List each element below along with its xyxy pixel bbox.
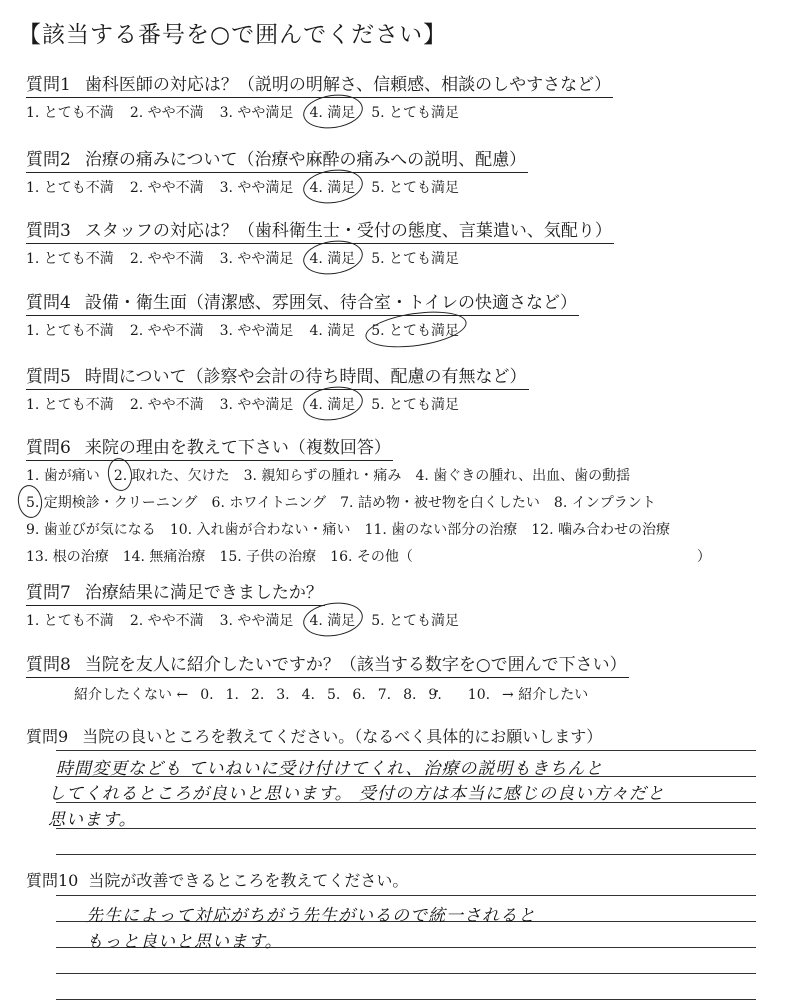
recommend-scale — [74, 684, 786, 704]
question-number: 質問8 — [26, 655, 71, 675]
rating-option[interactable]: 5. とても満足 — [371, 613, 460, 629]
scale-value[interactable]: 7. — [377, 687, 392, 703]
reason-row — [26, 546, 786, 566]
question-3 — [26, 216, 786, 268]
rating-option[interactable]: 5. とても満足 — [371, 251, 460, 267]
scale-value[interactable]: 2. — [250, 687, 265, 703]
rating-option[interactable]: 3. やや満足 — [219, 323, 294, 339]
reason-option[interactable]: 6. ホワイトニング — [211, 495, 327, 511]
reason-option[interactable]: 10. 入れ歯が合わない・痛い — [169, 522, 351, 538]
question-4 — [26, 288, 786, 340]
writing-line — [56, 999, 756, 1000]
rating-option[interactable]: 2. やや不満 — [129, 323, 204, 339]
handwritten-answer-line: もっと良いと思います。 — [86, 932, 283, 952]
rating-option[interactable]: 1. とても不満 — [26, 105, 114, 121]
rating-option[interactable]: 1. とても不満 — [26, 323, 114, 339]
reason-row — [26, 519, 786, 539]
question-title — [26, 145, 528, 173]
question-number: 質問7 — [26, 583, 71, 603]
question-text: 治療の痛みについて（治療や麻酔の痛みへの説明、配慮） — [84, 150, 527, 170]
question-title — [26, 578, 325, 606]
rating-option[interactable]: 3. やや満足 — [219, 613, 294, 629]
writing-line — [56, 828, 756, 829]
rating-option[interactable]: 1. とても不満 — [26, 613, 114, 629]
question-number: 質問1 — [26, 75, 71, 95]
reason-option[interactable]: 11. 歯のない部分の治療 — [364, 522, 518, 538]
handwritten-answer-line: 先生によって対応がちがう先生がいるので統一されると — [86, 906, 536, 926]
question-number: 質問2 — [26, 150, 71, 170]
reason-option[interactable]: ） — [696, 549, 711, 565]
question-number: 質問6 — [26, 438, 71, 458]
question-number: 質問10 — [26, 871, 79, 890]
rating-options — [26, 102, 786, 122]
question-text: 当院の良いところを教えてください。（なるべく具体的にお願いします） — [82, 727, 603, 746]
writing-line — [56, 973, 756, 974]
rating-option[interactable]: 3. やや満足 — [219, 397, 294, 413]
handwritten-answer-line: してくれるところが良いと思います。 受付の方は本当に感じの良い方々だと — [48, 784, 666, 804]
scale-value[interactable]: 10. — [467, 687, 491, 703]
reason-option[interactable]: 13. 根の治療 — [26, 549, 109, 565]
answer-area-q9 — [48, 750, 756, 860]
rating-option[interactable]: 5. とても満足 — [371, 397, 460, 413]
reason-option[interactable]: 16. その他（ — [330, 549, 413, 565]
writing-line — [56, 750, 756, 751]
reason-option[interactable]: 9. 歯並びが気になる — [26, 522, 156, 538]
handwritten-answer-line: 時間変更なども ていねいに受け付けてくれ、治療の説明もきちんと — [56, 759, 604, 779]
question-number: 質問5 — [26, 367, 71, 387]
question-title — [26, 70, 613, 98]
scale-value[interactable]: 4. — [301, 687, 315, 703]
rating-option[interactable]: 2. やや不満 — [129, 105, 204, 121]
rating-option[interactable]: 3. やや満足 — [219, 251, 294, 267]
question-10 — [26, 868, 786, 891]
rating-option[interactable]: 4. 満足 — [309, 102, 355, 122]
scale-left-label: 紹介したくない ← — [74, 687, 189, 703]
rating-option[interactable]: 5. とても満足 — [371, 320, 459, 340]
question-text: 時間について（診察や会計の待ち時間、配慮の有無など） — [84, 367, 527, 387]
question-text: 設備・衛生面（清潔感、雰囲気、待合室・トイレの快適さなど） — [84, 293, 577, 313]
rating-option[interactable]: 3. やや満足 — [219, 180, 294, 196]
rating-options — [26, 394, 786, 414]
reason-option[interactable]: 14. 無痛治療 — [122, 549, 206, 565]
rating-option[interactable]: 2. やや不満 — [129, 180, 204, 196]
rating-option[interactable]: 4. 満足 — [309, 394, 355, 414]
question-6 — [26, 433, 786, 573]
reason-row — [26, 465, 786, 485]
reason-option[interactable]: 12. 噛み合わせの治療 — [531, 522, 670, 538]
reason-option[interactable]: 5. 定期検診・クリーニング — [26, 492, 198, 512]
rating-option[interactable]: 5. とても満足 — [371, 180, 460, 196]
question-text: 来院の理由を教えて下さい（複数回答） — [84, 438, 391, 458]
scale-value[interactable]: 0. — [200, 687, 214, 703]
rating-option[interactable]: 2. やや不満 — [129, 613, 204, 629]
reason-option[interactable]: 15. 子供の治療 — [219, 549, 317, 565]
rating-option[interactable]: 4. 満足 — [309, 177, 355, 197]
question-title — [26, 650, 629, 678]
question-5 — [26, 362, 786, 414]
reason-row — [26, 492, 786, 512]
question-text: 当院が改善できるところを教えてください。 — [88, 871, 409, 890]
question-7 — [26, 578, 786, 630]
scale-value[interactable]: 3. — [276, 687, 290, 703]
question-1 — [26, 70, 786, 122]
question-text: 当院を友人に紹介したいですか？（該当する数字を○で囲んで下さい） — [84, 655, 627, 675]
rating-option[interactable]: 4. 満足 — [309, 323, 356, 339]
selection-circle — [106, 456, 134, 492]
reason-option[interactable]: 4. 歯ぐきの腫れ、出血、歯の動揺 — [415, 468, 631, 484]
rating-option[interactable]: 3. やや満足 — [219, 105, 294, 121]
selection-circle — [436, 690, 438, 692]
question-text: 治療結果に満足できましたか？ — [84, 583, 323, 603]
rating-option[interactable]: 1. とても不満 — [26, 397, 114, 413]
selection-circle — [16, 483, 44, 519]
rating-options — [26, 248, 786, 268]
rating-option[interactable]: 4. 満足 — [309, 610, 355, 630]
question-9 — [26, 724, 786, 747]
reason-option[interactable]: 8. インプラント — [553, 495, 656, 511]
page-title: 【該当する番号を○で囲んでください】 — [18, 22, 448, 48]
scale-value[interactable]: 5. — [326, 687, 341, 703]
question-text: 歯科医師の対応は？（説明の明解さ、信頼感、相談のしやすさなど） — [84, 75, 612, 95]
rating-option[interactable]: 5. とても満足 — [371, 105, 460, 121]
question-title — [26, 868, 786, 891]
reason-option[interactable]: 1. 歯が痛い — [26, 468, 100, 484]
question-title — [26, 362, 529, 390]
scale-value[interactable]: 1. — [225, 687, 239, 703]
scale-right-label: → 紹介したい — [502, 687, 589, 703]
question-text: スタッフの対応は？（歯科衛生士・受付の態度、言葉遣い、気配り） — [84, 221, 612, 241]
rating-options — [26, 610, 786, 630]
reason-option[interactable]: 7. 詰め物・被せ物を白くしたい — [340, 495, 540, 511]
question-title — [26, 433, 393, 461]
rating-options — [26, 177, 786, 197]
rating-options — [26, 320, 786, 340]
question-number: 質問4 — [26, 293, 71, 313]
writing-line — [56, 854, 756, 855]
rating-option[interactable]: 4. 満足 — [309, 248, 355, 268]
rating-option[interactable]: 2. やや不満 — [129, 397, 204, 413]
answer-area-q10 — [56, 895, 756, 1005]
question-title — [26, 216, 614, 244]
rating-option[interactable]: 2. やや不満 — [129, 251, 204, 267]
question-title — [26, 288, 579, 316]
handwritten-answer-line: 思います。 — [48, 810, 137, 830]
question-number: 質問9 — [26, 727, 69, 746]
scale-value[interactable]: 9. — [428, 687, 442, 703]
question-number: 質問3 — [26, 221, 71, 241]
reason-option[interactable]: 2. 取れた、欠けた — [114, 465, 230, 485]
question-2 — [26, 145, 786, 197]
writing-line — [56, 895, 756, 896]
rating-option[interactable]: 1. とても不満 — [26, 180, 114, 196]
reason-option[interactable]: 3. 親知らずの腫れ・痛み — [243, 468, 402, 484]
question-8 — [26, 650, 786, 704]
rating-option[interactable]: 1. とても不満 — [26, 251, 114, 267]
scale-value[interactable]: 6. — [352, 687, 366, 703]
scale-value[interactable]: 8. — [403, 687, 417, 703]
reason-options — [26, 465, 786, 566]
question-title — [26, 724, 786, 747]
